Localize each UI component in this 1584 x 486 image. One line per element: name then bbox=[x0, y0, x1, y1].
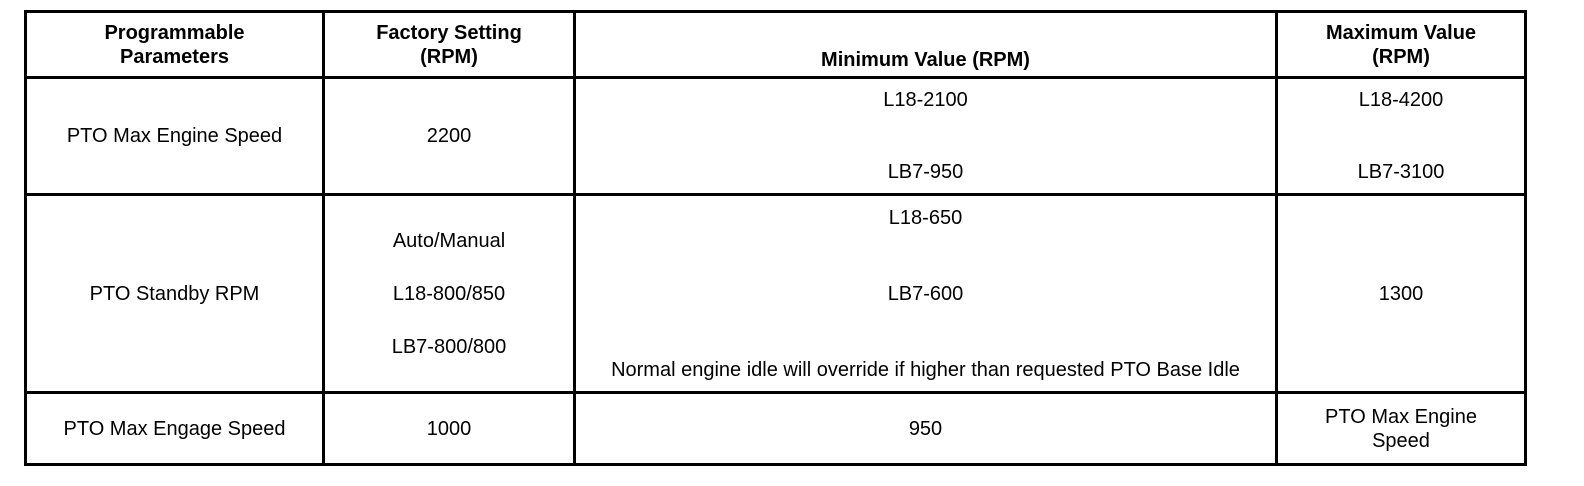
maximum-cell: 1300 bbox=[1277, 195, 1526, 393]
minimum-cell: L18-2100 LB7-950 bbox=[575, 78, 1277, 195]
parameter-cell: PTO Standby RPM bbox=[26, 195, 324, 393]
parameter-cell: PTO Max Engine Speed bbox=[26, 78, 324, 195]
factory-cell: Auto/Manual L18-800/850 LB7-800/800 bbox=[324, 195, 575, 393]
maximum-cell: PTO Max Engine Speed bbox=[1277, 393, 1526, 465]
header-maximum-value: Maximum Value (RPM) bbox=[1277, 12, 1526, 78]
parameter-cell: PTO Max Engage Speed bbox=[26, 393, 324, 465]
header-parameters: Programmable Parameters bbox=[26, 12, 324, 78]
parameters-table bbox=[24, 10, 1527, 466]
header-factory-setting: Factory Setting (RPM) bbox=[324, 12, 575, 78]
minimum-cell: L18-650 LB7-600 Normal engine idle will override if higher than requested PTO Base Idle bbox=[575, 195, 1277, 393]
minimum-cell: 950 bbox=[575, 393, 1277, 465]
table-row bbox=[26, 78, 1526, 195]
table-row bbox=[26, 393, 1526, 465]
header-minimum-value: Minimum Value (RPM) bbox=[575, 12, 1277, 78]
maximum-cell: L18-4200 LB7-3100 bbox=[1277, 78, 1526, 195]
idle-override-note: Normal engine idle will override if higher than requested PTO Base Idle bbox=[611, 358, 1240, 381]
factory-cell: 1000 bbox=[324, 393, 575, 465]
header-row bbox=[26, 12, 1526, 78]
factory-cell: 2200 bbox=[324, 78, 575, 195]
table-row bbox=[26, 195, 1526, 393]
